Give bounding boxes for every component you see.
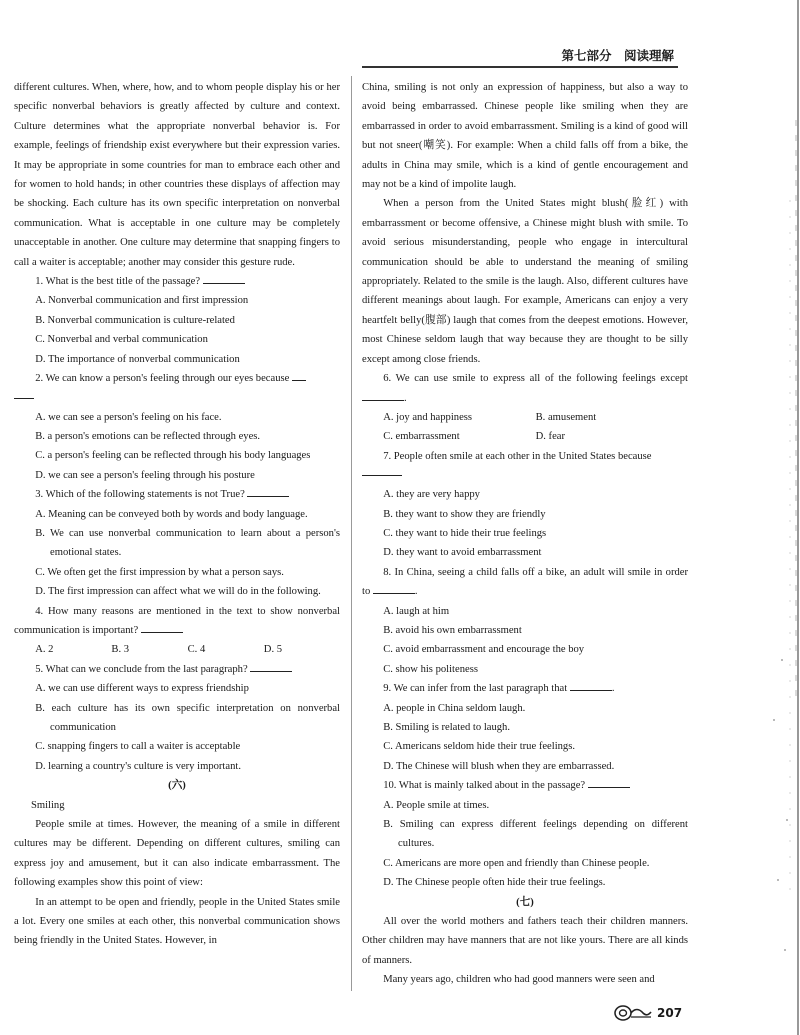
option: D. The Chinese will blush when they are embarrassed. <box>383 760 615 772</box>
option: A. people in China seldom laugh. <box>383 702 526 714</box>
option: D. The importance of nonverbal communication <box>35 353 240 365</box>
passage-paragraph: different cultures. When, where, how, and to whom people display his or her specific nonverbal behaviors is greatly affected by culture and context. Culture determines what the appropriate nonverbal behavior is. For example, feelings of friendship exist everywhere but their expression varies. It may be appropriate in some countries for man to embrace each other and for women to hold hands; in other countries these displays of affection may be shocking. Each culture has its own specific interpretation on nonverbal communication. What is acceptable in one culture may be completely unacceptable in another. One culture may determine that snapping fingers to call a waiter is acceptable; another may consider this gesture rude. <box>14 82 340 268</box>
question-10: 10. What is mainly talked about in the passage? <box>362 776 688 795</box>
answer-blank <box>362 389 404 401</box>
right-column <box>362 78 688 990</box>
option: C. avoid embarrassment and encourage the boy <box>383 644 585 656</box>
option: A. laugh at him <box>383 605 450 617</box>
option: A. we can see a person's feeling on his face. <box>35 411 222 423</box>
question-2: 2. We can know a person's feeling through our eyes because <box>14 369 340 388</box>
option: A. People smile at times. <box>383 799 490 811</box>
option: B. Smiling is related to laugh. <box>383 722 511 733</box>
question-4: 4. How many reasons are mentioned in the text to show nonverbal communication is important? <box>14 605 340 636</box>
option: D. we can see a person's feeling through his posture <box>35 469 255 481</box>
passage-title: Smiling <box>30 799 65 811</box>
question-8: 8. In China, seeing a child falls off a bike, an adult will smile in order to . <box>362 566 688 598</box>
answer-blank <box>250 660 292 672</box>
option: D. The Chinese people often hide their true feelings. <box>383 877 606 889</box>
column-divider <box>351 76 352 991</box>
question-1: 1. What is the best title of the passage? <box>14 272 340 291</box>
option: C. Americans are more open and friendly than Chinese people. <box>383 857 650 869</box>
option: C. embarrassment <box>383 431 460 443</box>
question-9: 9. We can infer from the last paragraph that . <box>362 679 688 698</box>
left-column <box>14 78 340 951</box>
page-header <box>362 46 678 68</box>
passage-paragraph: When a person from the United States might blush(脸红) with embarrassment or become offensive, a Chinese might blush with smile. To avoid serious misunderstanding, people who engage in intercultural communication should be able to understand the meaning of smiling appropriately. Related to the smile is the laugh. Also, different cultures have different meanings about laugh. For example, Americans can enjoy a very heartfelt belly(腹部) laugh that comes from the deepest emotions. However, most Chinese seldom laugh that way because they are thought to be silly except among close friends. <box>362 198 688 365</box>
answer-blank <box>373 582 415 594</box>
option: C. a person's feeling can be reflected through his body languages <box>35 450 311 462</box>
option: A. joy and happiness <box>383 411 473 423</box>
section-heading: (七) <box>516 896 534 908</box>
options-row <box>362 427 688 446</box>
question-7: 7. People often smile at each other in the United States because <box>383 450 652 462</box>
options-row <box>14 640 340 659</box>
answer-blank <box>203 272 245 284</box>
option: B. Nonverbal communication is culture-related <box>35 314 235 326</box>
option: C. Nonverbal and verbal communication <box>35 334 208 346</box>
option: C. show his politeness <box>383 663 478 675</box>
answer-blank <box>141 621 183 633</box>
scan-edge-noise <box>730 0 800 1035</box>
passage-paragraph: All over the world mothers and fathers teach their children manners. Other children may have manners that are not like yours. There are all kinds of manners. <box>362 916 688 966</box>
option: B. 3 <box>111 644 130 656</box>
option: A. we can use different ways to express friendship <box>35 683 249 695</box>
question-5: 5. What can we conclude from the last paragraph? <box>14 660 340 679</box>
option: A. Meaning can be conveyed both by words and body language. <box>35 508 308 520</box>
option: A. they are very happy <box>383 489 480 501</box>
option: D. learning a country's culture is very important. <box>35 760 241 772</box>
option: D. they want to avoid embarrassment <box>383 547 542 559</box>
answer-blank <box>588 776 630 788</box>
option: B. amusement <box>535 411 597 423</box>
book-logo-icon <box>613 1004 653 1022</box>
passage-paragraph: In an attempt to be open and friendly, people in the United States smile a lot. Every one smiles at each other, this nonverbal communication shows being friendly in the United States. However, in <box>14 896 340 947</box>
option: B. a person's emotions can be reflected through eyes. <box>35 430 261 442</box>
section-title: 第七部分 阅读理解 <box>561 48 674 63</box>
option: C. Americans seldom hide their true feelings. <box>383 741 576 753</box>
option: D. The first impression can affect what we will do in the following. <box>35 586 321 598</box>
question-3: 3. Which of the following statements is not True? <box>14 485 340 504</box>
option: C. they want to hide their true feelings <box>383 527 547 539</box>
page-footer <box>613 1002 703 1024</box>
passage-paragraph: People smile at times. However, the meaning of a smile in different cultures may be different. Depending on different cultures, smiling can express joy and amusement, but it can also indicate embarrassment. The following examples show this point of view: <box>14 819 340 889</box>
section-heading: (六) <box>168 780 186 792</box>
answer-blank <box>292 369 306 381</box>
options-row <box>362 408 688 427</box>
option: B. each culture has its own specific interpretation on nonverbal communication <box>35 702 340 733</box>
option: A. 2 <box>35 644 54 656</box>
question-6: 6. We can use smile to express all of the following feelings except . <box>362 369 688 408</box>
answer-blank <box>362 466 402 476</box>
option: B. avoid his own embarrassment <box>383 624 522 636</box>
option: C. We often get the first impression by what a person says. <box>35 566 284 578</box>
option: A. Nonverbal communication and first impression <box>35 295 249 307</box>
page-number: 207 <box>657 1006 683 1020</box>
answer-blank <box>570 679 612 691</box>
option: B. Smiling can express different feelings depending on different cultures. <box>383 819 688 850</box>
option: C. 4 <box>187 644 206 656</box>
answer-blank <box>247 485 289 497</box>
option: B. We can use nonverbal communication to learn about a person's emotional states. <box>35 527 340 559</box>
answer-blank <box>14 389 34 399</box>
option: C. snapping fingers to call a waiter is acceptable <box>35 741 241 753</box>
option: D. fear <box>535 431 566 443</box>
option: D. 5 <box>263 644 283 656</box>
passage-paragraph: China, smiling is not only an expression of happiness, but also a way to avoid being embarrassed. Chinese people like smiling when they are embarrassed in order to avoid embarrassment. Smiling is a kind of good will but not sneer(嘲笑). For example: When a child falls off from a bike, the adults in China may smile, which is a kind of gentle encouragement and may not be a kind of impolite laugh. <box>362 82 688 191</box>
option: B. they want to show they are friendly <box>383 508 546 520</box>
passage-paragraph: Many years ago, children who had good manners were seen and <box>383 974 655 986</box>
